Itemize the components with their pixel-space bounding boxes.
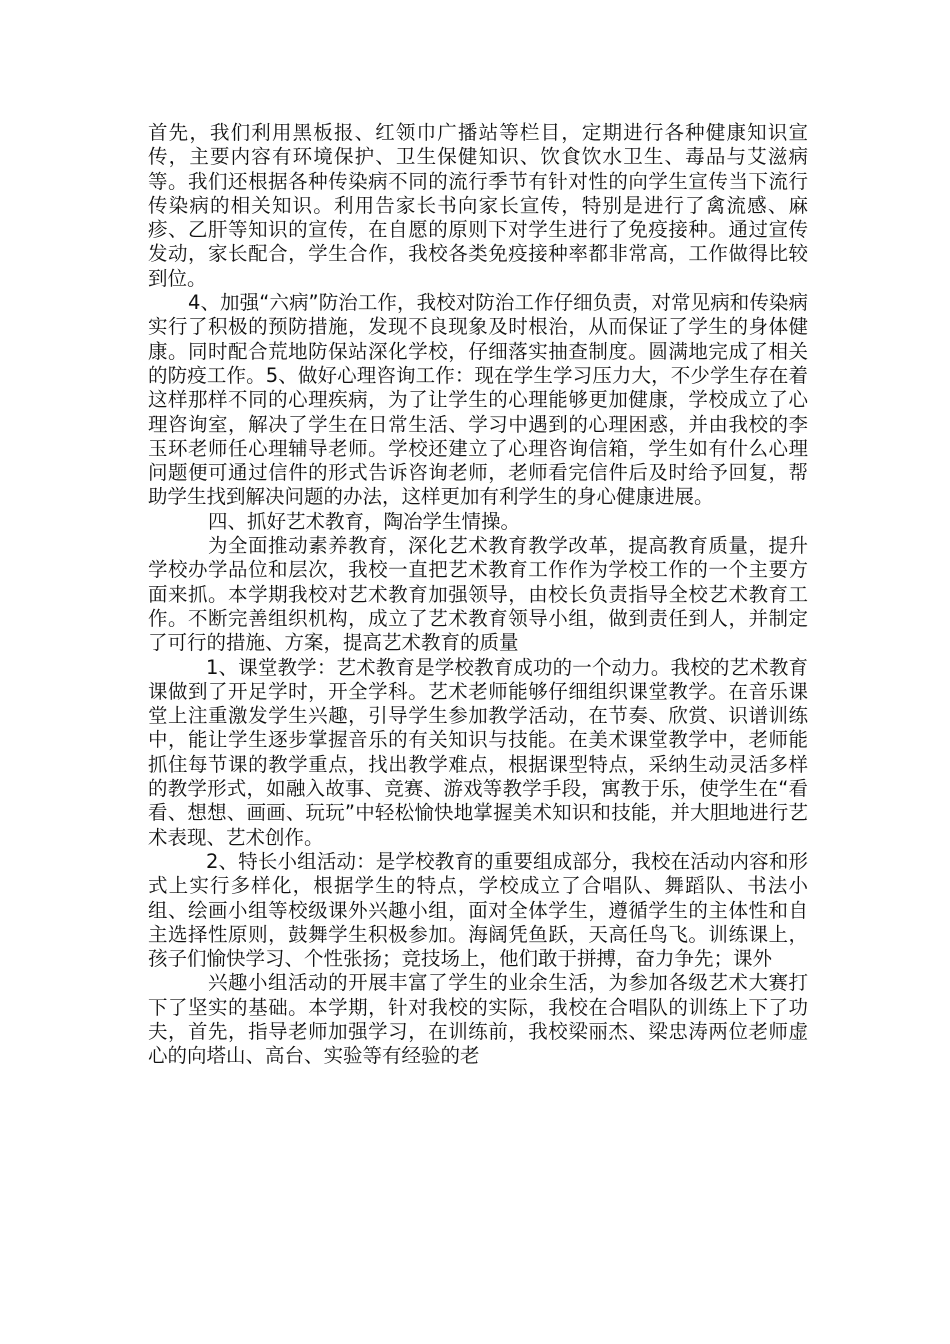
paragraph-classroom-teaching: 1、课堂教学：艺术教育是学校教育成功的一个动力。我校的艺术教育课做到了开足学时，开全学科。艺术老师能够仔细组织课堂教学。在音乐课堂上注重激发学生兴趣，引导学生参加教学活动，在节奏、欣赏、识谱训练中，能让学生逐步掌握音乐的有关知识与技能。在美术课堂教学中，老师能抓住每节课的教学重点，找出教学难点，根据课型特点，采纳生动灵活多样的教学形式，如融入故事、竞赛、游戏等教学手段，寓教于乐，使学生在“看看、想想、画画、玩玩”中轻松愉快地掌握美术知识和技能，并大胆地进行艺术表现、艺术创作。: [148, 655, 808, 849]
paragraph-choir-training: 兴趣小组活动的开展丰富了学生的业余生活，为参加各级艺术大赛打下了坚实的基础。本学期，针对我校的实际，我校在合唱队的训练上下了功夫，首先，指导老师加强学习，在训练前，我校梁丽杰、梁忠涛两位老师虚心的向塔山、高台、实验等有经验的老: [148, 971, 808, 1068]
document-page: [148, 121, 808, 1069]
paragraph-art-education-intro: 为全面推动素养教育，深化艺术教育教学改革，提高教育质量，提升学校办学品位和层次，我校一直把艺术教育工作作为学校工作的一个主要方面来抓。本学期我校对艺术教育加强领导，由校长负责指导全校艺术教育工作。不断完善组织机构，成立了艺术教育领导小组，做到责任到人，并制定了可行的措施、方案，提高艺术教育的质量: [148, 534, 808, 655]
paragraph-health-publicity: 首先，我们利用黑板报、红领巾广播站等栏目，定期进行各种健康知识宣传，主要内容有环境保护、卫生保健知识、饮食饮水卫生、毒品与艾滋病等。我们还根据各种传染病不同的流行季节有针对性的向学生宣传当下流行传染病的相关知识。利用告家长书向家长宣传，特别是进行了禽流感、麻疹、乙肝等知识的宣传，在自愿的原则下对学生进行了免疫接种。通过宣传发动，家长配合，学生合作，我校各类免疫接种率都非常高，工作做得比较到位。: [148, 121, 808, 290]
paragraph-interest-groups: 2、特长小组活动：是学校教育的重要组成部分，我校在活动内容和形式上实行多样化，根据学生的特点，学校成立了合唱队、舞蹈队、书法小组、绘画小组等校级课外兴趣小组，面对全体学生，遵循学生的主体性和自主选择性原则，鼓舞学生积极参加。海阔凭鱼跃，天高任鸟飞。训练课上，孩子们愉快学习、个性张扬；竞技场上，他们敢于拼搏，奋力争先；课外: [148, 849, 808, 971]
paragraph-disease-prevention: 4、加强“六病”防治工作，我校对防治工作仔细负责，对常见病和传染病实行了积极的预防措施，发现不良现象及时根治，从而保证了学生的身体健康。同时配合荒地防保站深化学校，仔细落实抽查制度。圆满地完成了相关的防疫工作。5、做好心理咨询工作：现在学生学习压力大，不少学生存在着这样那样不同的心理疾病，为了让学生的心理能够更加健康，学校成立了心理咨询室，解决了学生在日常生活、学习中遇到的心理困惑，并由我校的李玉环老师任心理辅导老师。学校还建立了心理咨询信箱，学生如有什么心理问题便可通过信件的形式告诉咨询老师，老师看完信件后及时给予回复，帮助学生找到解决问题的办法，这样更加有利学生的身心健康进展。: [148, 291, 808, 509]
section-heading-art-education: 四、抓好艺术教育，陶冶学生情操。: [208, 509, 521, 533]
